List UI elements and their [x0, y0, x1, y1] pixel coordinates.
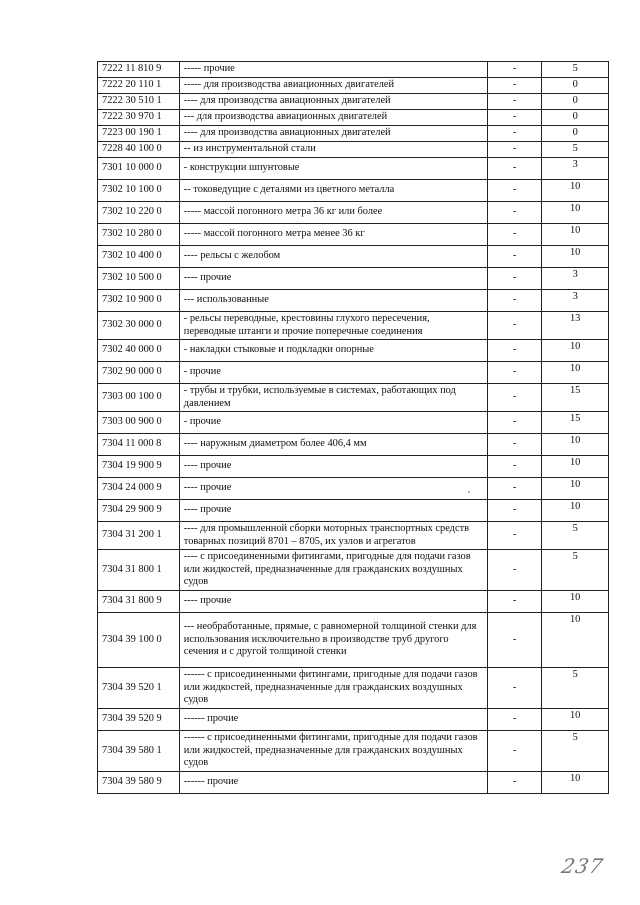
hs-code-cell: 7223 00 190 1 [98, 126, 180, 142]
hs-code-cell: 7302 10 400 0 [98, 246, 180, 268]
table-row [98, 224, 609, 246]
hs-code-cell: 7222 20 110 1 [98, 78, 180, 94]
table-row [98, 340, 609, 362]
hs-code-cell: 7304 29 900 9 [98, 500, 180, 522]
unit-cell: - [487, 78, 542, 94]
unit-cell: - [487, 110, 542, 126]
unit-cell: - [487, 62, 542, 78]
unit-cell: - [487, 709, 542, 731]
description-cell: ------ с присоединенными фитингами, пригодные для подачи газов или жидкостей, предназначенные для гражданских воздушных судов [179, 731, 487, 772]
table-row [98, 613, 609, 668]
description-cell: --- необработанные, прямые, с равномерной толщиной стенки для использования исключительно в производстве труб другого сечения и с другой толщиной стенки [179, 613, 487, 668]
description-cell: ------ прочие [179, 772, 487, 794]
rate-cell: 0 [542, 126, 609, 142]
rate-cell: 10 [542, 362, 609, 384]
unit-cell: - [487, 613, 542, 668]
table-row [98, 362, 609, 384]
table-row [98, 456, 609, 478]
description-cell: - трубы и трубки, используемые в системах, работающих под давлением [179, 384, 487, 412]
rate-cell: 10 [542, 340, 609, 362]
description-cell: ------ с присоединенными фитингами, пригодные для подачи газов или жидкостей, предназначенные для гражданских воздушных судов [179, 668, 487, 709]
rate-cell: 13 [542, 312, 609, 340]
description-cell: -- токоведущие с деталями из цветного металла [179, 180, 487, 202]
unit-cell: - [487, 591, 542, 613]
table-row [98, 312, 609, 340]
table-row [98, 550, 609, 591]
unit-cell: - [487, 94, 542, 110]
unit-cell: - [487, 224, 542, 246]
table-row [98, 94, 609, 110]
rate-cell: 5 [542, 668, 609, 709]
table-row [98, 522, 609, 550]
rate-cell: 5 [542, 142, 609, 158]
hs-code-cell: 7304 31 200 1 [98, 522, 180, 550]
table-row [98, 709, 609, 731]
table-row [98, 500, 609, 522]
description-cell: ---- прочие [179, 478, 487, 500]
rate-cell: 10 [542, 772, 609, 794]
unit-cell: - [487, 412, 542, 434]
hs-code-cell: 7222 11 810 9 [98, 62, 180, 78]
hs-code-cell: 7303 00 100 0 [98, 384, 180, 412]
table-row [98, 126, 609, 142]
unit-cell: - [487, 550, 542, 591]
description-cell: ---- рельсы с желобом [179, 246, 487, 268]
description-cell: ----- массой погонного метра 36 кг или более [179, 202, 487, 224]
rate-cell: 10 [542, 613, 609, 668]
hs-code-cell: 7302 90 000 0 [98, 362, 180, 384]
unit-cell: - [487, 142, 542, 158]
rate-cell: 10 [542, 478, 609, 500]
description-cell: ---- для промышленной сборки моторных транспортных средств товарных позиций 8701 – 8705, их узлов и агрегатов [179, 522, 487, 550]
table-row [98, 412, 609, 434]
table-row [98, 478, 609, 500]
table-row [98, 202, 609, 224]
unit-cell: - [487, 268, 542, 290]
rate-cell: 3 [542, 158, 609, 180]
hs-code-cell: 7304 24 000 9 [98, 478, 180, 500]
hs-code-cell: 7303 00 900 0 [98, 412, 180, 434]
unit-cell: - [487, 290, 542, 312]
table-row [98, 62, 609, 78]
description-cell: ---- прочие [179, 268, 487, 290]
unit-cell: - [487, 772, 542, 794]
unit-cell: - [487, 180, 542, 202]
unit-cell: - [487, 731, 542, 772]
description-cell: ---- для производства авиационных двигателей [179, 126, 487, 142]
table-row [98, 290, 609, 312]
unit-cell: - [487, 340, 542, 362]
hs-code-cell: 7302 10 280 0 [98, 224, 180, 246]
description-cell: ----- прочие [179, 62, 487, 78]
rate-cell: 0 [542, 78, 609, 94]
description-cell: - рельсы переводные, крестовины глухого пересечения, переводные штанги и прочие поперечные соединения [179, 312, 487, 340]
table-row [98, 78, 609, 94]
rate-cell: 0 [542, 110, 609, 126]
hs-code-cell: 7304 31 800 9 [98, 591, 180, 613]
scan-speck [468, 491, 470, 493]
hs-code-cell: 7302 10 900 0 [98, 290, 180, 312]
rate-cell: 5 [542, 522, 609, 550]
description-cell: ---- прочие [179, 591, 487, 613]
description-cell: ---- наружным диаметром более 406,4 мм [179, 434, 487, 456]
table-row [98, 668, 609, 709]
hs-code-cell: 7302 10 100 0 [98, 180, 180, 202]
description-cell: - прочие [179, 362, 487, 384]
hs-code-cell: 7304 39 520 9 [98, 709, 180, 731]
unit-cell: - [487, 434, 542, 456]
table-row [98, 246, 609, 268]
rate-cell: 3 [542, 268, 609, 290]
rate-cell: 10 [542, 224, 609, 246]
table-row [98, 731, 609, 772]
hs-code-cell: 7302 40 000 0 [98, 340, 180, 362]
unit-cell: - [487, 384, 542, 412]
unit-cell: - [487, 668, 542, 709]
description-cell: --- использованные [179, 290, 487, 312]
unit-cell: - [487, 246, 542, 268]
tariff-table [97, 61, 609, 794]
unit-cell: - [487, 202, 542, 224]
rate-cell: 5 [542, 550, 609, 591]
description-cell: - накладки стыковые и подкладки опорные [179, 340, 487, 362]
table-row [98, 268, 609, 290]
hs-code-cell: 7222 30 510 1 [98, 94, 180, 110]
hs-code-cell: 7228 40 100 0 [98, 142, 180, 158]
table-row [98, 434, 609, 456]
unit-cell: - [487, 312, 542, 340]
hs-code-cell: 7302 30 000 0 [98, 312, 180, 340]
description-cell: - прочие [179, 412, 487, 434]
table-row [98, 772, 609, 794]
hs-code-cell: 7304 39 580 1 [98, 731, 180, 772]
unit-cell: - [487, 126, 542, 142]
table-body [98, 62, 609, 794]
hs-code-cell: 7304 11 000 8 [98, 434, 180, 456]
rate-cell: 5 [542, 731, 609, 772]
unit-cell: - [487, 158, 542, 180]
description-cell: ---- прочие [179, 456, 487, 478]
hs-code-cell: 7304 31 800 1 [98, 550, 180, 591]
hs-code-cell: 7302 10 220 0 [98, 202, 180, 224]
rate-cell: 15 [542, 384, 609, 412]
unit-cell: - [487, 478, 542, 500]
unit-cell: - [487, 500, 542, 522]
page-number: 237 [559, 854, 606, 878]
rate-cell: 0 [542, 94, 609, 110]
description-cell: ----- для производства авиационных двигателей [179, 78, 487, 94]
description-cell: ---- для производства авиационных двигателей [179, 94, 487, 110]
description-cell: - конструкции шпунтовые [179, 158, 487, 180]
rate-cell: 3 [542, 290, 609, 312]
rate-cell: 10 [542, 180, 609, 202]
description-cell: ---- прочие [179, 500, 487, 522]
description-cell: ---- с присоединенными фитингами, пригодные для подачи газов или жидкостей, предназначенные для гражданских воздушных судов [179, 550, 487, 591]
unit-cell: - [487, 456, 542, 478]
description-cell: ------ прочие [179, 709, 487, 731]
table-row [98, 142, 609, 158]
rate-cell: 10 [542, 202, 609, 224]
unit-cell: - [487, 362, 542, 384]
hs-code-cell: 7304 39 100 0 [98, 613, 180, 668]
table-row [98, 180, 609, 202]
hs-code-cell: 7301 10 000 0 [98, 158, 180, 180]
hs-code-cell: 7304 19 900 9 [98, 456, 180, 478]
unit-cell: - [487, 522, 542, 550]
rate-cell: 10 [542, 591, 609, 613]
description-cell: -- из инструментальной стали [179, 142, 487, 158]
hs-code-cell: 7222 30 970 1 [98, 110, 180, 126]
rate-cell: 5 [542, 62, 609, 78]
description-cell: ----- массой погонного метра менее 36 кг [179, 224, 487, 246]
rate-cell: 15 [542, 412, 609, 434]
table-row [98, 158, 609, 180]
hs-code-cell: 7302 10 500 0 [98, 268, 180, 290]
table-row [98, 110, 609, 126]
rate-cell: 10 [542, 709, 609, 731]
rate-cell: 10 [542, 434, 609, 456]
description-cell: --- для производства авиационных двигателей [179, 110, 487, 126]
hs-code-cell: 7304 39 520 1 [98, 668, 180, 709]
rate-cell: 10 [542, 456, 609, 478]
table-row [98, 591, 609, 613]
rate-cell: 10 [542, 500, 609, 522]
hs-code-cell: 7304 39 580 9 [98, 772, 180, 794]
rate-cell: 10 [542, 246, 609, 268]
table-row [98, 384, 609, 412]
